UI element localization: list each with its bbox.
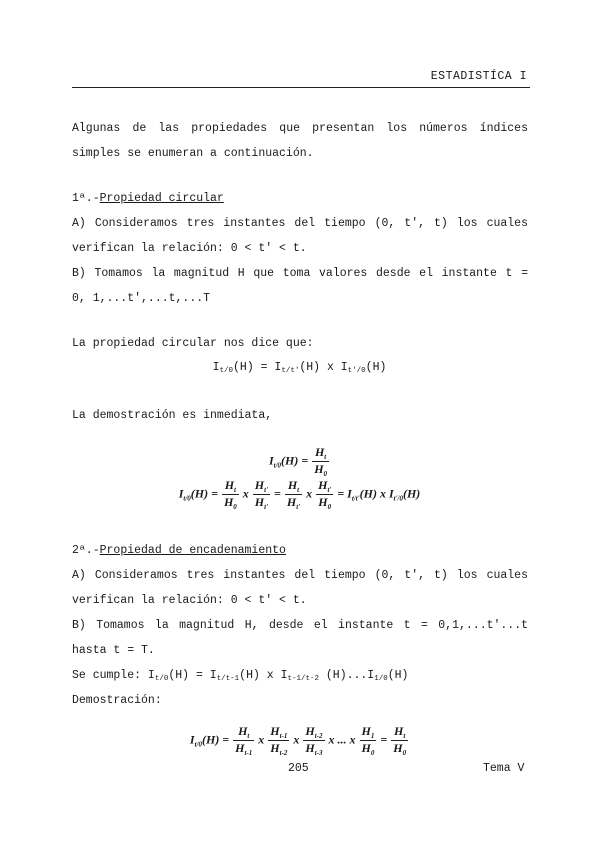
- fraction: $\frac{H_{t-1}}{H_{t-2}}$: [270, 724, 288, 757]
- fraction: $\frac{H_t}{H_0}$: [314, 445, 328, 478]
- header-divider: [72, 87, 530, 88]
- fraction: $\frac{H_{t-2}}{H_{t-3}}$: [305, 724, 323, 757]
- property-1-title: Propiedad circular: [99, 192, 224, 205]
- fraction: $\frac{H_t}{H_{t-1}}$: [235, 724, 253, 757]
- property-2-number: 2ª.-: [72, 544, 100, 557]
- property-2-heading: [72, 538, 528, 563]
- prop2-b-line-1: B) Tomamos la magnitud H, desde el instante t = 0,1,...t'...t: [72, 619, 528, 632]
- prop2-demo-label: Demostración:: [72, 694, 162, 707]
- intro-line-2: simples se enumeran a continuación.: [72, 147, 314, 160]
- demo-intro: La demostración es inmediata,: [72, 409, 273, 422]
- prop2-a-line-2: verifican la relación: 0 < t' < t.: [72, 594, 307, 607]
- intro-line-1: Algunas de las propiedades que presentan los números índices: [72, 122, 528, 135]
- chapter-label: Tema V: [483, 762, 525, 775]
- fraction: $\frac{H_{t'}}{H_0}$: [318, 478, 332, 511]
- prop1-a-line-1: A) Consideramos tres instantes del tiempo (0, t', t) los cuales: [72, 217, 528, 230]
- fraction: $\frac{H_1}{H_0}$: [361, 724, 375, 757]
- fraction: $\frac{H_t}{H_0}$: [223, 478, 237, 511]
- equation-index-definition: $I_{t/0}(H)$ = $\frac{H_t}{H_0}$: [268, 445, 328, 478]
- prop1-b-line-2: 0, 1,...t',...t,...T: [72, 292, 211, 305]
- equation-chaining-proof: $I_{t/0}(H)$ = $\frac{H_t}{H_{t-1}}$ x $\frac{H_{t-1}}{H_{t-2}}$ x $\frac{H_{t-2}}{H_{t-3}}$ x ... x $\frac{H_1}{H_0}$ = $\frac{H_t}{H_0}$: [189, 724, 407, 757]
- property-1-heading: [72, 186, 528, 211]
- fraction: $\frac{H_t}{H_0}$: [393, 724, 407, 757]
- property-1-number: 1ª.-: [72, 192, 100, 205]
- prop2-cumple-line: Se cumple: $I_{t/0}(H) = I_{t/t-1}(H)$ x $I_{t-1/t-2}$ $(H)...I_{1/0}(H)$: [72, 669, 409, 683]
- prop2-b-line-2: hasta t = T.: [72, 644, 155, 657]
- fraction: $\frac{H_t}{H_{t'}}$: [286, 478, 301, 511]
- circular-formula: $I_{t/0}(H) = I_{t/t'}(H)$ x $I_{t'/0}(H)$: [212, 361, 387, 375]
- property-chaining-section: [72, 538, 528, 713]
- property-circular-section: [72, 186, 528, 311]
- prop1-a-line-2: verifican la relación: 0 < t' < t.: [72, 242, 307, 255]
- page-number: 205: [288, 762, 309, 775]
- prop1-b-line-1: B) Tomamos la magnitud H que toma valores desde el instante t =: [72, 267, 528, 280]
- equation-circular-proof: $I_{t/0}(H)$ = $\frac{H_t}{H_0}$ x $\frac{H_{t'}}{H_{t'}}$ = $\frac{H_t}{H_{t'}}$ x $\frac{H_{t'}}{H_0}$ = $I_{t/t'}(H)$ x $I_{t'/0}(H)$: [178, 478, 421, 511]
- running-header: ESTADISTÍCA I: [430, 70, 527, 83]
- intro-paragraph: [72, 116, 528, 166]
- circular-intro: La propiedad circular nos dice que:: [72, 337, 314, 350]
- property-2-title: Propiedad de encadenamiento: [99, 544, 286, 557]
- fraction: $\frac{H_{t'}}{H_{t'}}$: [254, 478, 269, 511]
- prop2-a-line-1: A) Consideramos tres instantes del tiempo (0, t', t) los cuales: [72, 569, 528, 582]
